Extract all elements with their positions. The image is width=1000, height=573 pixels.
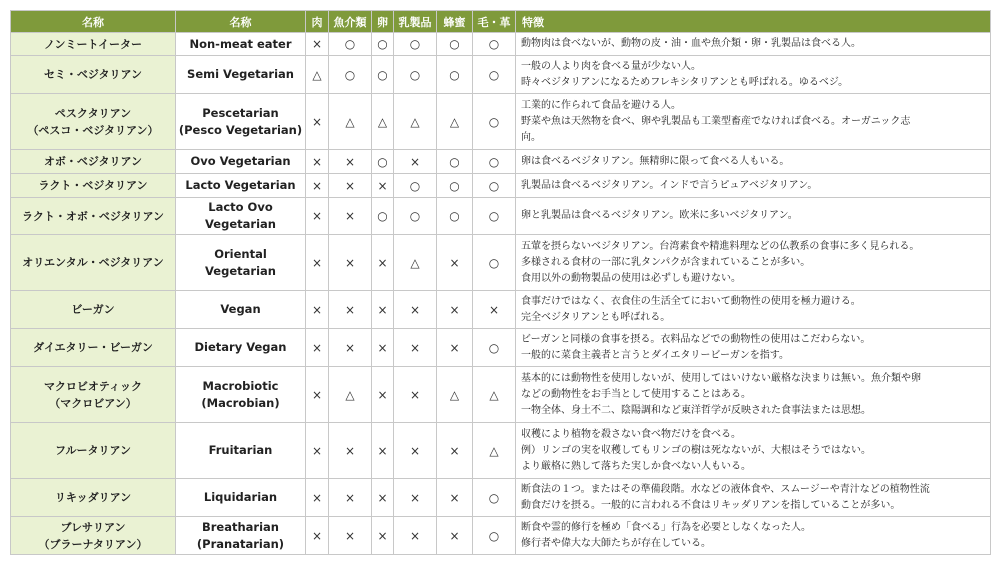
name-en-cell-line: Vegan	[220, 302, 261, 316]
honey-cell: ○	[437, 33, 473, 56]
fur-leather-cell: ○	[473, 150, 516, 174]
meat-cell: ×	[306, 329, 329, 367]
table-row	[11, 423, 991, 479]
seafood-cell: ○	[329, 56, 372, 94]
description-cell-line: 一般の人より肉を食べる量が少ない人。	[521, 60, 701, 72]
description-cell-line: 五葷を摂らないベジタリアン。台湾素食や精進料理などの仏教系の食事に多く見られる。	[521, 240, 920, 252]
dairy-cell: ○	[394, 56, 437, 94]
seafood-cell: ×	[329, 291, 372, 329]
header-honey: 蜂蜜	[437, 11, 473, 33]
seafood-cell: △	[329, 94, 372, 150]
description-cell	[516, 479, 991, 517]
description-cell-line: 完全ベジタリアンとも呼ばれる。	[521, 311, 671, 323]
description-cell-line: 工業的に作られて食品を避ける人。	[521, 99, 681, 111]
description-cell-line: 断食法の１つ。またはその準備段階。水などの液体食や、スムージーや青汁などの植物性流	[521, 483, 930, 495]
seafood-cell: ×	[329, 174, 372, 198]
vegetarian-types-table	[10, 10, 991, 555]
name-en-cell	[176, 479, 306, 517]
name-ja-cell-line: ラクト・ベジタリアン	[38, 179, 148, 192]
honey-cell: ○	[437, 198, 473, 235]
meat-cell: ×	[306, 94, 329, 150]
honey-cell: ×	[437, 329, 473, 367]
table-row	[11, 174, 991, 198]
honey-cell: △	[437, 94, 473, 150]
fur-leather-cell: △	[473, 367, 516, 423]
fur-leather-cell: ○	[473, 329, 516, 367]
header-meat: 肉	[306, 11, 329, 33]
name-ja-cell	[11, 174, 176, 198]
name-en-cell	[176, 56, 306, 94]
dairy-cell: △	[394, 94, 437, 150]
meat-cell: ×	[306, 235, 329, 291]
name-ja-cell	[11, 367, 176, 423]
egg-cell: ×	[372, 367, 394, 423]
description-cell	[516, 150, 991, 174]
description-cell-line: 多様される食材の一部に乳タンパクが含まれていることが多い。	[521, 256, 811, 268]
header-name-ja: 名称	[11, 11, 176, 33]
name-en-cell-line: (Pranatarian)	[196, 536, 285, 551]
description-cell	[516, 367, 991, 423]
description-cell-line: 食事だけではなく、衣食住の生活全てにおいて動物性の使用を極力避ける。	[521, 295, 861, 307]
table-row	[11, 329, 991, 367]
description-cell	[516, 198, 991, 235]
egg-cell: ×	[372, 291, 394, 329]
description-cell-line: 野菜や魚は天然物を食べ、卵や乳製品も工業型畜産でなければ食べる。オーガニック志	[521, 115, 911, 127]
header-seafood: 魚介類	[329, 11, 372, 33]
egg-cell: ×	[372, 174, 394, 198]
fur-leather-cell: ○	[473, 517, 516, 555]
egg-cell: ×	[372, 479, 394, 517]
fur-leather-cell: ○	[473, 33, 516, 56]
name-en-cell	[176, 150, 306, 174]
fur-leather-cell: ○	[473, 174, 516, 198]
description-cell	[516, 329, 991, 367]
description-cell	[516, 235, 991, 291]
name-ja-cell-line: （ブラーナタリアン）	[38, 537, 148, 551]
table-row	[11, 291, 991, 329]
name-ja-cell	[11, 33, 176, 56]
meat-cell: ×	[306, 174, 329, 198]
description-cell-line: 動物肉は食べないが、動物の皮・油・血や魚介類・卵・乳製品は食べる人。	[521, 38, 861, 49]
egg-cell: ×	[372, 235, 394, 291]
name-ja-cell-line: リキッダリアン	[54, 491, 132, 504]
name-ja-cell	[11, 423, 176, 479]
name-en-cell	[176, 517, 306, 555]
name-ja-cell-line: （マクロビアン）	[49, 396, 137, 410]
seafood-cell: ×	[329, 517, 372, 555]
dairy-cell: ×	[394, 479, 437, 517]
name-ja-cell-line: オリエンタル・ベジタリアン	[22, 256, 164, 269]
description-cell	[516, 291, 991, 329]
seafood-cell: ×	[329, 423, 372, 479]
name-ja-cell	[11, 479, 176, 517]
honey-cell: ×	[437, 479, 473, 517]
description-cell-line: 時々ベジタリアンになるためフレキシタリアンとも呼ばれる。ゆるベジ。	[521, 76, 849, 88]
name-ja-cell	[11, 56, 176, 94]
seafood-cell: ×	[329, 479, 372, 517]
table-row	[11, 198, 991, 235]
description-cell-line: 卵と乳製品は食べるベジタリアン。欧米に多いベジタリアン。	[521, 210, 798, 221]
name-ja-cell-line: ノンミートイーター	[43, 37, 142, 51]
header-fur-leather: 毛・革	[473, 11, 516, 33]
name-en-cell	[176, 367, 306, 423]
seafood-cell: ×	[329, 235, 372, 291]
name-en-cell-line: Liquidarian	[203, 490, 278, 504]
header-features: 特徴	[516, 11, 991, 33]
name-en-cell-line: Lacto Vegetarian	[185, 178, 296, 192]
egg-cell: ○	[372, 33, 394, 56]
dairy-cell: ×	[394, 367, 437, 423]
honey-cell: ×	[437, 517, 473, 555]
name-en-cell	[176, 423, 306, 479]
name-ja-cell-line: ペスクタリアン	[54, 106, 132, 120]
fur-leather-cell: ○	[473, 94, 516, 150]
meat-cell: ×	[306, 33, 329, 56]
dairy-cell: ○	[394, 33, 437, 56]
name-ja-cell-line: オボ・ベジタリアン	[43, 155, 143, 168]
egg-cell: ×	[372, 517, 394, 555]
table-row	[11, 517, 991, 555]
name-en-cell-line: Pescetarian	[202, 105, 279, 120]
table-row	[11, 94, 991, 150]
name-ja-cell-line: ブレサリアン	[60, 520, 126, 534]
description-cell-line: 乳製品は食べるベジタリアン。インドで言うピュアベジタリアン。	[521, 179, 818, 191]
header-dairy: 乳製品	[394, 11, 437, 33]
name-ja-cell-line: （ペスコ・ベジタリアン）	[27, 123, 159, 137]
seafood-cell: ×	[329, 198, 372, 235]
name-ja-cell-line: フルータリアン	[54, 444, 132, 457]
meat-cell: ×	[306, 150, 329, 174]
description-cell-line: より厳格に熟して落ちた実しか食べない人もいる。	[521, 460, 751, 472]
description-cell-line: などの動物性をお手当として使用することはある。	[521, 388, 751, 400]
meat-cell: ×	[306, 479, 329, 517]
name-ja-cell-line: ビーガン	[71, 303, 115, 316]
honey-cell: ×	[437, 291, 473, 329]
dairy-cell: ○	[394, 174, 437, 198]
egg-cell: ○	[372, 198, 394, 235]
description-cell-line: 修行者や偉大な大師たちが存在している。	[521, 537, 711, 549]
name-ja-cell	[11, 94, 176, 150]
table-row	[11, 56, 991, 94]
description-cell-line: 収穫により植物を殺さない食べ物だけを食べる。	[521, 428, 741, 440]
description-cell-line: 向。	[521, 131, 541, 143]
table-body	[11, 33, 991, 555]
description-cell	[516, 33, 991, 56]
meat-cell: ×	[306, 291, 329, 329]
description-cell	[516, 56, 991, 94]
egg-cell: ○	[372, 150, 394, 174]
description-cell-line: ビーガンと同様の食事を摂る。衣料品などでの動物性の使用はこだわらない。	[521, 333, 871, 345]
name-en-cell-line: Lacto Ovo	[208, 200, 273, 214]
table-row	[11, 367, 991, 423]
description-cell-line: 断食や霊的修行を極め「食べる」行為を必要としなくなった人。	[521, 521, 811, 533]
header-egg: 卵	[372, 11, 394, 33]
description-cell	[516, 517, 991, 555]
description-cell-line: 卵は食べるベジタリアン。無精卵に限って食べる人もいる。	[521, 155, 790, 167]
egg-cell: ○	[372, 56, 394, 94]
name-en-cell-line: Non-meat eater	[189, 36, 292, 51]
name-en-cell-line: Macrobiotic	[202, 378, 279, 393]
name-en-cell-line: (Pesco Vegetarian)	[178, 122, 303, 137]
description-cell	[516, 174, 991, 198]
description-cell-line: 例）リンゴの実を収穫してもリンゴの樹は死なないが、大根はそうではない。	[521, 444, 871, 456]
name-ja-cell-line: ダイエタリー・ビーガン	[33, 341, 153, 354]
name-en-cell	[176, 94, 306, 150]
meat-cell: ×	[306, 367, 329, 423]
meat-cell: ×	[306, 198, 329, 235]
name-ja-cell-line: マクロビオティック	[43, 379, 143, 393]
egg-cell: ×	[372, 329, 394, 367]
seafood-cell: ×	[329, 150, 372, 174]
name-en-cell	[176, 198, 306, 235]
egg-cell: ×	[372, 423, 394, 479]
name-ja-cell	[11, 517, 176, 555]
meat-cell: ×	[306, 423, 329, 479]
description-cell-line: 食用以外の動物製品の使用は必ずしも避けない。	[521, 272, 741, 284]
fur-leather-cell: ○	[473, 235, 516, 291]
dairy-cell: ○	[394, 198, 437, 235]
egg-cell: △	[372, 94, 394, 150]
name-en-cell-line: Vegetarian	[205, 217, 276, 231]
dairy-cell: △	[394, 235, 437, 291]
name-ja-cell	[11, 291, 176, 329]
meat-cell: ×	[306, 517, 329, 555]
honey-cell: ×	[437, 235, 473, 291]
name-en-cell-line: Semi Vegetarian	[187, 67, 294, 81]
name-en-cell-line: (Macrobian)	[201, 395, 280, 410]
name-ja-cell-line: セミ・ベジタリアン	[43, 68, 143, 81]
seafood-cell: ×	[329, 329, 372, 367]
fur-leather-cell: ×	[473, 291, 516, 329]
honey-cell: ○	[437, 150, 473, 174]
seafood-cell: △	[329, 367, 372, 423]
dairy-cell: ×	[394, 517, 437, 555]
description-cell-line: 一物全体、身土不二、陰陽調和など東洋哲学が反映された食事法または思想。	[521, 404, 871, 416]
seafood-cell: ○	[329, 33, 372, 56]
dairy-cell: ×	[394, 291, 437, 329]
header-name-en: 名称	[176, 11, 306, 33]
dairy-cell: ×	[394, 423, 437, 479]
name-ja-cell	[11, 329, 176, 367]
name-ja-cell	[11, 235, 176, 291]
name-en-cell	[176, 235, 306, 291]
name-en-cell-line: Dietary Vegan	[194, 340, 287, 354]
name-en-cell	[176, 329, 306, 367]
name-en-cell	[176, 33, 306, 56]
description-cell-line: 動食だけを摂る。一般的に言われる不食はリキッダリアンを指していることが多い。	[521, 499, 901, 511]
description-cell	[516, 94, 991, 150]
dairy-cell: ×	[394, 150, 437, 174]
description-cell	[516, 423, 991, 479]
honey-cell: ×	[437, 423, 473, 479]
description-cell-line: 基本的には動物性を使用しないが、使用してはいけない厳格な決まりは無い。魚介類や卵	[521, 372, 921, 384]
name-ja-cell-line: ラクト・オボ・ベジタリアン	[21, 209, 165, 223]
name-en-cell	[176, 174, 306, 198]
table-row	[11, 479, 991, 517]
fur-leather-cell: ○	[473, 198, 516, 235]
name-en-cell-line: Ovo Vegetarian	[190, 154, 291, 168]
name-ja-cell	[11, 198, 176, 235]
name-en-cell-line: Breatharian	[201, 519, 279, 534]
honey-cell: △	[437, 367, 473, 423]
name-en-cell-line: Oriental Vegetarian	[205, 246, 276, 278]
fur-leather-cell: △	[473, 423, 516, 479]
name-ja-cell	[11, 150, 176, 174]
meat-cell: △	[306, 56, 329, 94]
dairy-cell: ×	[394, 329, 437, 367]
vegetarian-types-table-wrap	[10, 10, 990, 555]
honey-cell: ○	[437, 174, 473, 198]
honey-cell: ○	[437, 56, 473, 94]
name-en-cell-line: Fruitarian	[208, 443, 273, 457]
table-row	[11, 235, 991, 291]
name-en-cell	[176, 291, 306, 329]
header-row	[11, 11, 991, 33]
description-cell-line: 一般的に菜食主義者と言うとダイエタリービーガンを指す。	[521, 349, 789, 361]
fur-leather-cell: ○	[473, 479, 516, 517]
fur-leather-cell: ○	[473, 56, 516, 94]
table-row	[11, 150, 991, 174]
table-row	[11, 33, 991, 56]
